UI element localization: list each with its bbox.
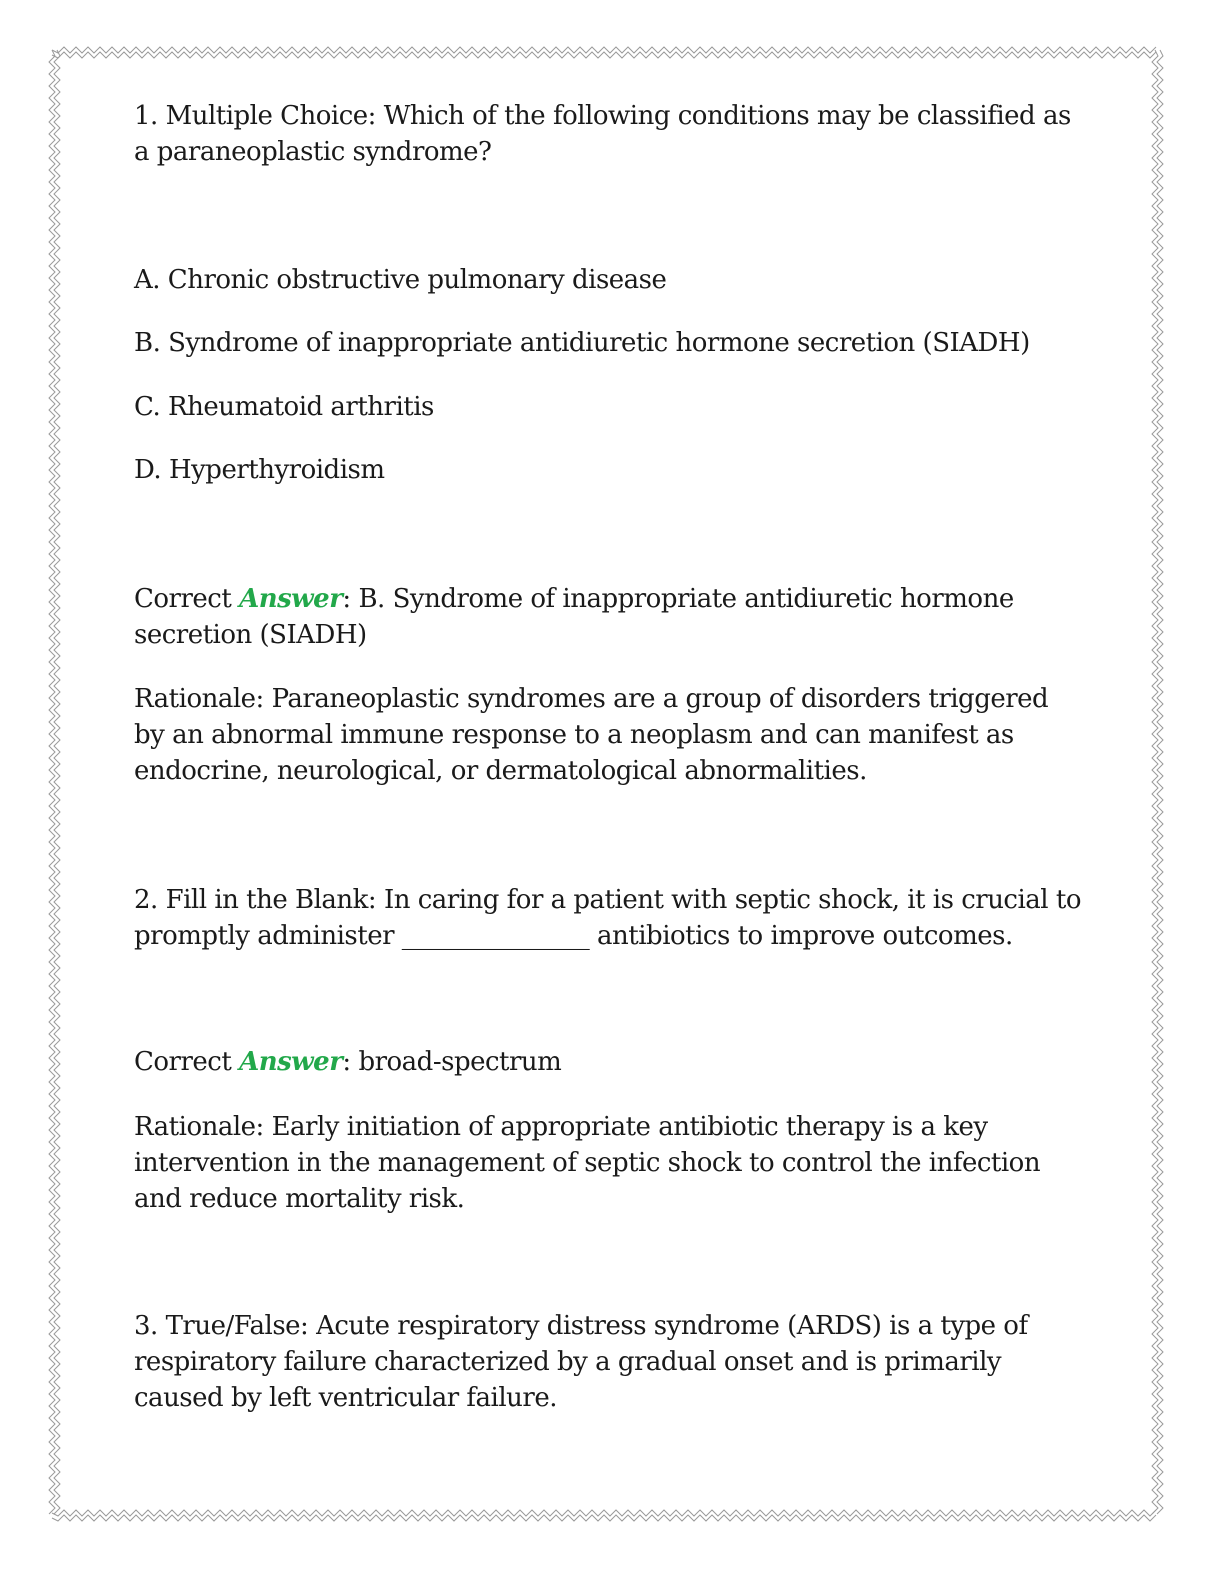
q1-option-a: A. Chronic obstructive pulmonary disease bbox=[134, 265, 667, 295]
q2-question: 2. Fill in the Blank: In caring for a patient with septic shock, it is crucial to promptly administer _______________ antibiotics to improve outcomes. bbox=[134, 885, 1081, 951]
q2-correct-answer bbox=[134, 1044, 1084, 1080]
q2-rationale: Rationale: Early initiation of appropriate antibiotic therapy is a key intervention in the management of septic shock to control the infection and reduce mortality risk. bbox=[134, 1112, 1041, 1214]
answer-text: : broad-spectrum bbox=[342, 1047, 562, 1077]
q1-correct-answer bbox=[134, 581, 1084, 653]
q3-question: 3. True/False: Acute respiratory distress syndrome (ARDS) is a type of respiratory failure characterized by a gradual onset and is primarily caused by left ventricular failure. bbox=[134, 1311, 1028, 1413]
answer-text: : B. Syndrome of inappropriate antidiuretic hormone secretion (SIADH) bbox=[134, 584, 1014, 650]
answer-prefix: Correct bbox=[134, 1047, 240, 1077]
q1-rationale: Rationale: Paraneoplastic syndromes are a group of disorders triggered by an abnormal immune response to a neoplasm and can manifest as endocrine, neurological, or dermatological abnormalities. bbox=[134, 684, 1049, 786]
answer-prefix: Correct bbox=[134, 584, 240, 614]
q1-question: 1. Multiple Choice: Which of the following conditions may be classified as a paraneoplastic syndrome? bbox=[134, 101, 1071, 167]
q1-option-d: D. Hyperthyroidism bbox=[134, 455, 385, 485]
q1-option-b: B. Syndrome of inappropriate antidiuretic hormone secretion (SIADH) bbox=[134, 328, 1030, 358]
answer-label: Answer bbox=[239, 584, 343, 614]
q1-option-c: C. Rheumatoid arthritis bbox=[134, 392, 434, 422]
answer-label: Answer bbox=[239, 1047, 343, 1077]
